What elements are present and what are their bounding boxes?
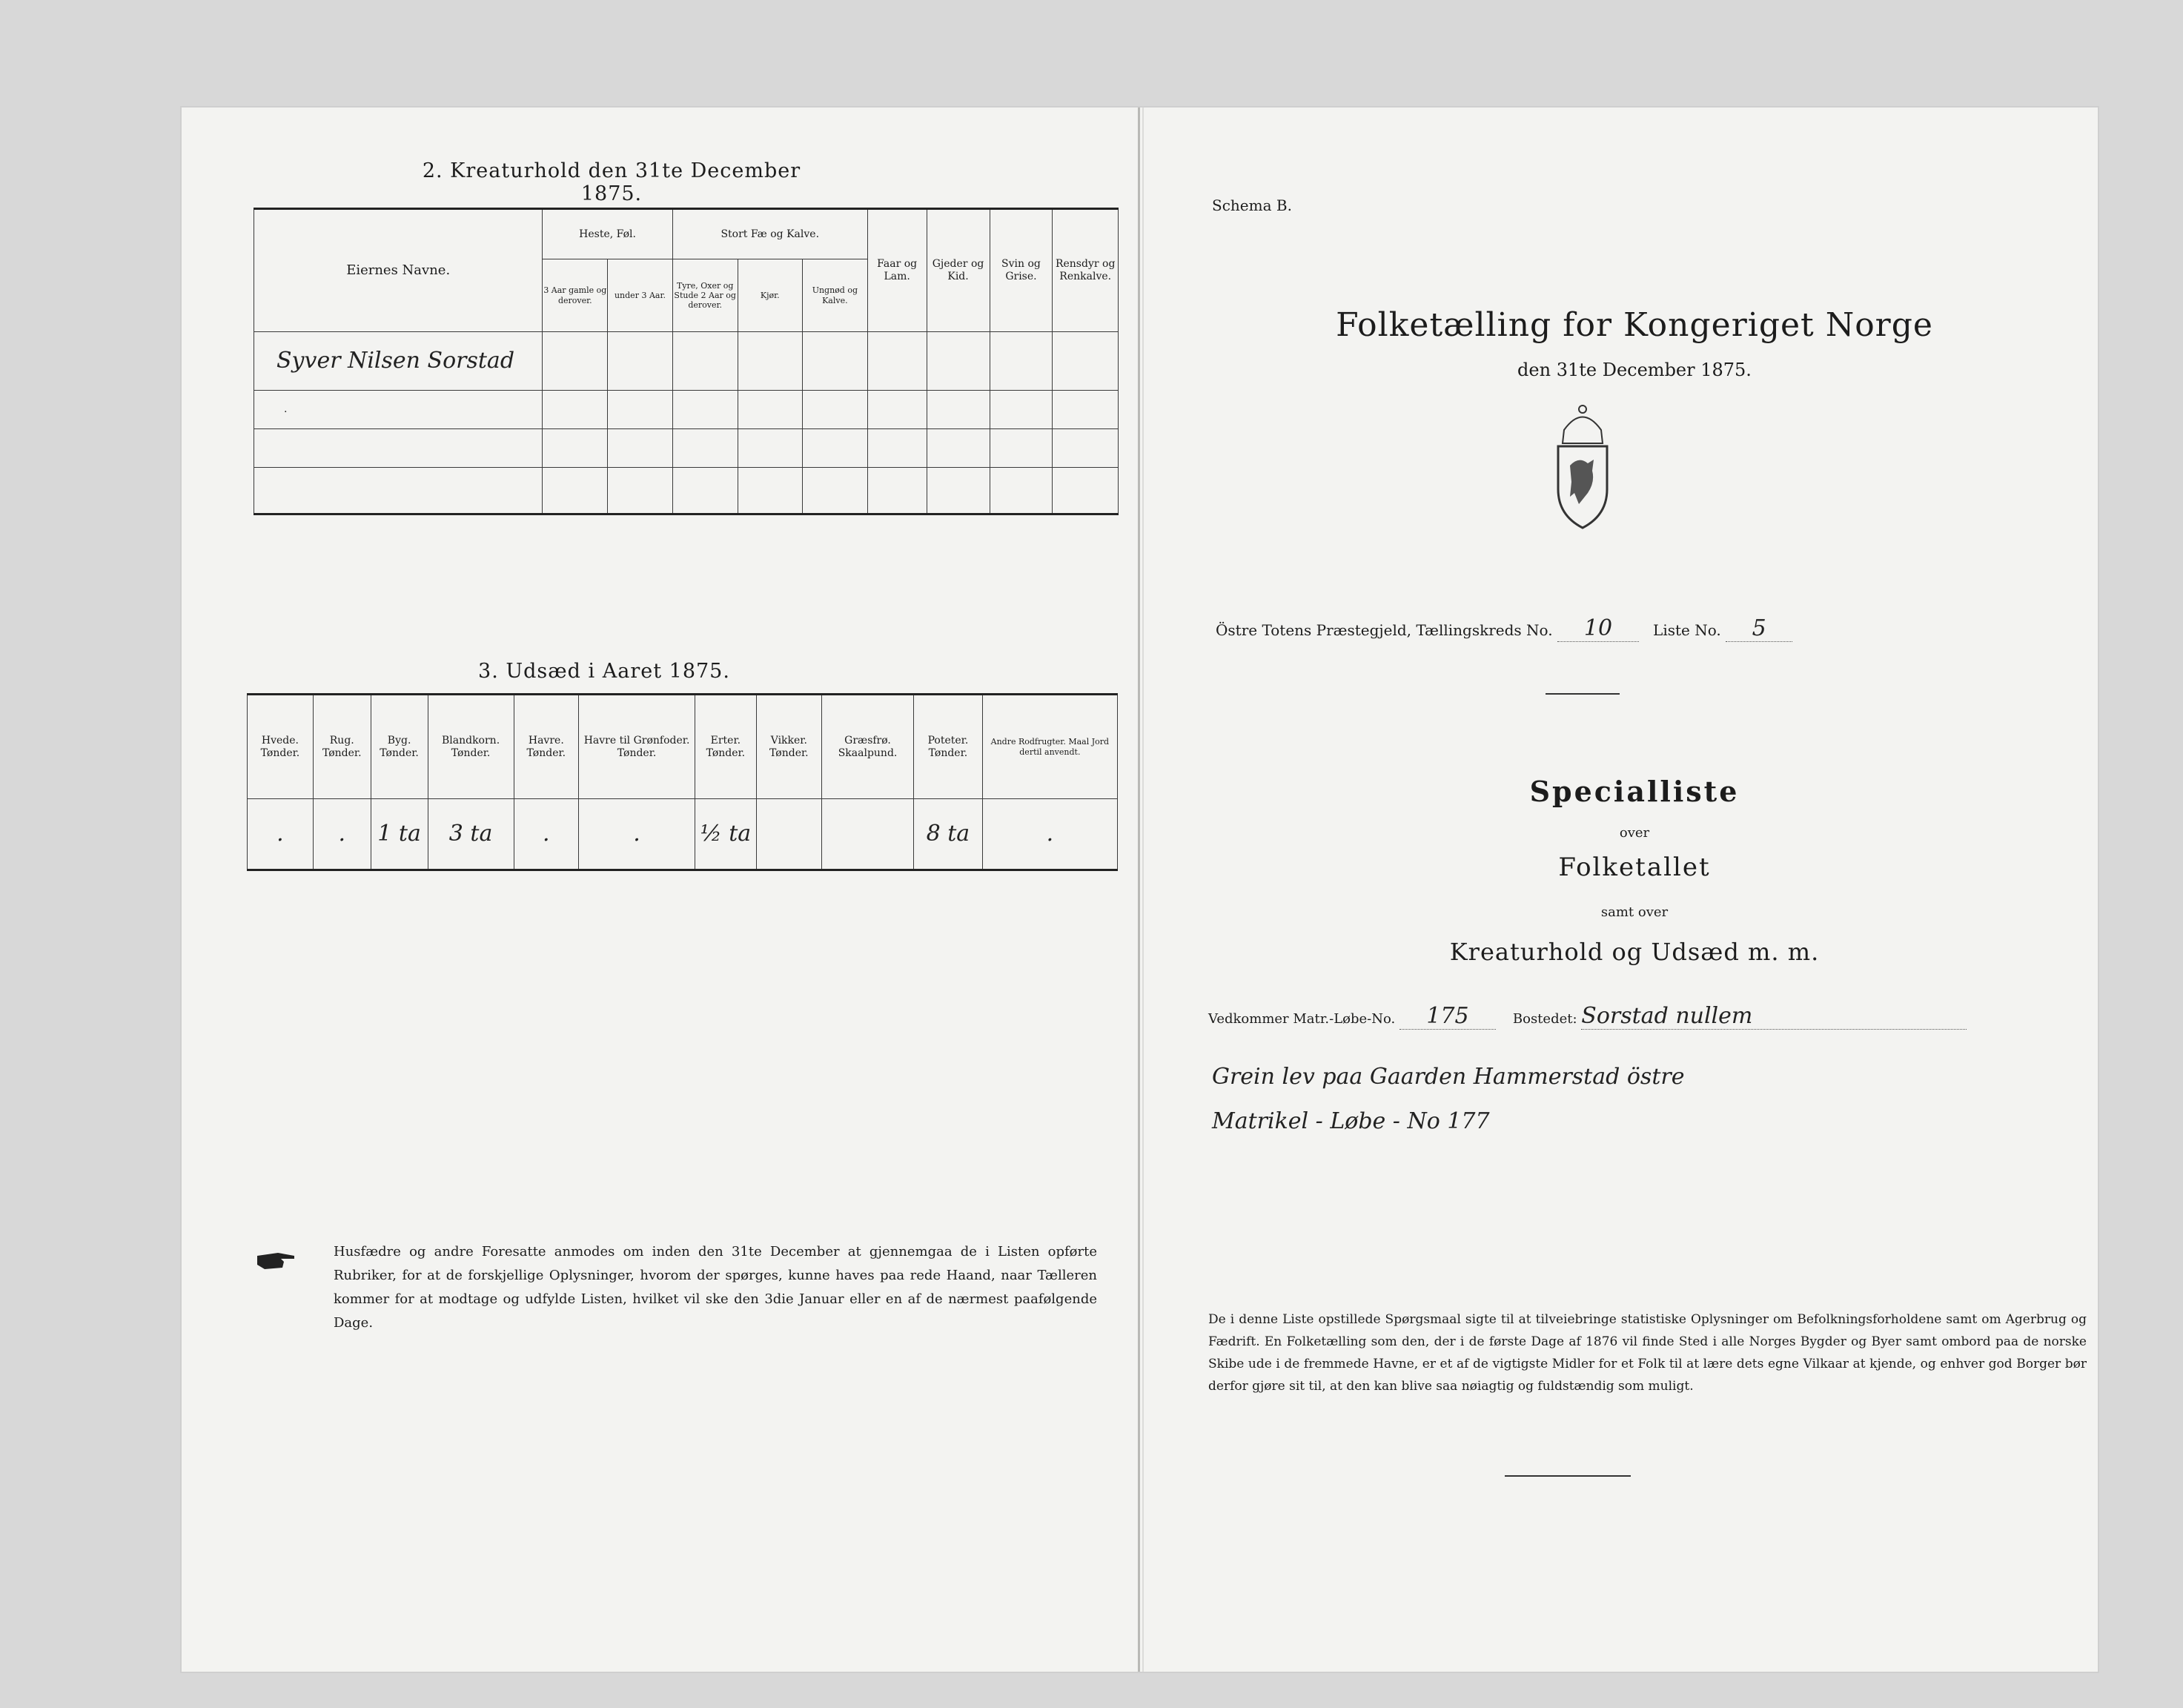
value-rug: . — [313, 799, 371, 870]
value-poteter: 8 ta — [914, 799, 983, 870]
pointing-hand-icon — [256, 1245, 300, 1275]
parish-label: Östre Totens Præstegjeld, — [1216, 621, 1412, 639]
col-faar: Faar og Lam. — [867, 209, 927, 332]
census-title: Folketælling for Kongeriget Norge — [1336, 306, 1933, 344]
value-hvede: . — [248, 799, 314, 870]
col-heste-under3: under 3 Aar. — [608, 259, 673, 332]
census-date: den 31te December 1875. — [1517, 360, 1752, 380]
footer-explanation: De i denne Liste opstillede Spørgsmaal sigte til at tilveiebringe statistiske Oplysninger om Befolkningsforholdene samt om Agerbrug og Fædrift. En Folketælling som den, der i de første Dage af 1876 vil finde Sted i alle Norges Bygder og Byer samt ombord paa de norske Skibe ude i de fremmede Havne, er et af de vigtigste Midler for et Folk til at lære dets egne Vilkaar at kjende, og enhver god Borger bør derfor gjøre sit til, at den kan blive saa nøiagtig og fuldstændig som muligt. — [1208, 1312, 2087, 1394]
coat-of-arms-icon — [1542, 400, 1623, 534]
matrikel-line — [1208, 1003, 2135, 1030]
col-heste-3aar: 3 Aar gamle og derover. — [543, 259, 608, 332]
section2-title: 2. Kreaturhold den 31te December 1875. — [422, 159, 801, 205]
col-gjeder: Gjeder og Kid. — [927, 209, 990, 332]
col-blandkorn: Blandkorn. Tønder. — [428, 695, 514, 799]
value-havre-gronfoder: . — [579, 799, 695, 870]
value-vikker — [756, 799, 821, 870]
table-row — [254, 468, 1119, 514]
district-line — [1216, 615, 2105, 642]
col-kjor: Kjør. — [738, 259, 802, 332]
col-group-heste: Heste, Føl. — [543, 209, 672, 259]
kreaturhold-text: Kreaturhold og Udsæd m. m. — [1449, 938, 1820, 966]
seed-table — [247, 693, 1118, 871]
section3-title: 3. Udsæd i Aaret 1875. — [478, 660, 730, 683]
col-group-stort-fae: Stort Fæ og Kalve. — [672, 209, 867, 259]
bottom-divider — [1505, 1475, 1631, 1477]
special-list-title: Specialliste — [1529, 775, 1740, 808]
handwritten-line-1: Grein lev paa Gaarden Hammerstad östre — [1212, 1064, 1685, 1090]
livestock-table — [254, 208, 1119, 515]
district-number: 10 — [1557, 615, 1639, 642]
col-hvede: Hvede. Tønder. — [248, 695, 314, 799]
list-number: 5 — [1726, 615, 1792, 642]
col-owner-names: Eiernes Navne. — [254, 209, 543, 332]
col-rensdyr: Rensdyr og Renkalve. — [1053, 209, 1119, 332]
col-ungnod: Ungnød og Kalve. — [802, 259, 867, 332]
seed-values-row — [248, 799, 1118, 870]
folketallet-text: Folketallet — [1558, 853, 1711, 882]
household-notice: Husfædre og andre Foresatte anmodes om inden den 31te December at gjennemgaa de i Listen opførte Rubriker, for at de forskjellige Oplysninger, hvorom der spørges, kunne haves paa rede Haand, naar Tælleren kommer for at modtage og udfylde Listen, hvilket vil ske den 3die Januar eller en af de nærmest paafølgende Dage. — [334, 1244, 1097, 1331]
value-havre: . — [514, 799, 578, 870]
list-label: Liste No. — [1653, 621, 1721, 639]
owner-name-cell — [254, 428, 543, 467]
col-rug: Rug. Tønder. — [313, 695, 371, 799]
page-fold — [1138, 107, 1140, 1672]
col-svin: Svin og Grise. — [990, 209, 1053, 332]
col-erter: Erter. Tønder. — [695, 695, 757, 799]
schema-label: Schema B. — [1212, 196, 1292, 214]
col-graesfro: Græsfrø. Skaalpund. — [821, 695, 913, 799]
table-row — [254, 428, 1119, 467]
divider — [1546, 693, 1620, 695]
matrikel-label: Vedkommer Matr.-Løbe-No. — [1208, 1011, 1396, 1027]
page-fold-shadow — [1142, 107, 1144, 1672]
col-vikker: Vikker. Tønder. — [756, 695, 821, 799]
owner-name-cell: Syver Nilsen Sorstad — [254, 332, 543, 390]
col-tyre-oxer: Tyre, Oxer og Stude 2 Aar og derover. — [672, 259, 738, 332]
value-graesfro — [821, 799, 913, 870]
bostedet-label: Bostedet: — [1512, 1011, 1577, 1027]
col-havre: Havre. Tønder. — [514, 695, 578, 799]
owner-name-cell — [254, 468, 543, 514]
samt-over-text: samt over — [1600, 904, 1669, 920]
value-andre-rodfrugter: . — [982, 799, 1117, 870]
owner-name-cell: . — [254, 390, 543, 428]
value-erter: ½ ta — [695, 799, 757, 870]
handwritten-line-2: Matrikel - Løbe - No 177 — [1212, 1108, 1490, 1134]
district-label: Tællingskreds No. — [1416, 621, 1553, 639]
bostedet-value: Sorstad nullem — [1581, 1003, 1967, 1030]
table-row — [254, 390, 1119, 428]
col-havre-gronfoder: Havre til Grønfoder. Tønder. — [579, 695, 695, 799]
table-row — [254, 332, 1119, 390]
over-text: over — [1619, 825, 1650, 841]
value-blandkorn: 3 ta — [428, 799, 514, 870]
col-andre-rodfrugter: Andre Rodfrugter. Maal Jord dertil anvendt. — [982, 695, 1117, 799]
value-byg: 1 ta — [371, 799, 428, 870]
census-sheet — [182, 107, 2098, 1672]
matrikel-number: 175 — [1399, 1003, 1496, 1030]
col-poteter: Poteter. Tønder. — [914, 695, 983, 799]
col-byg: Byg. Tønder. — [371, 695, 428, 799]
